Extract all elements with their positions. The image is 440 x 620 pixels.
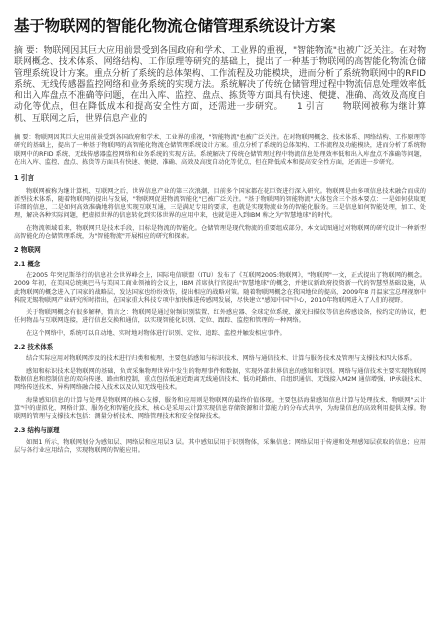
section-heading-iot: 2 物联网 [14, 246, 41, 255]
paragraph: 在这个网络中，系统可以自动地、实时地对物体进行识别、定位、追踪、监控并触发相应事件。 [26, 329, 286, 337]
body-text [14, 174, 426, 455]
paragraph: 在物流领域看来，物联网只是技术手段，目标是物流的智能化。仓储管理是现代物流的重要组成部分，本文试图通过对物联网的研究设计一种新型高智能化的仓储管理系统，为"智能物流"开展相应的研究和探索。 [14, 224, 426, 241]
paragraph: 如图1 所示，物联网划分为感知层、网络层和应用层3 层。其中感知层用于识别物体，采集信息；网络层用于传递和处理感知层获取的信息；应用层与各行业应用结合，实现物联网的智能应用。 [14, 438, 426, 454]
paragraph: 海量感知信息的计算与处理是物联网的核心支撑，服务和应用则是物联网的最终价值体现。主要包括海量感知信息计算与处理技术、物联网"云计算"中的虚拟化、网格计算、服务化和智能化技术，核心是采用云计算实现信息存储资源和计算能力的分布式共享，为海量信息的高效利用提供支撑。物联网的管理与支撑技术包括：测量分析技术、网络管理技术和安全保障技术。 [14, 396, 426, 421]
subsection-heading-structure: 2.3 结构与原理 [14, 426, 60, 435]
paragraph: 在2005 年突尼斯举行的信息社会世界峰会上，国际电信联盟（ITU）发布了《互联网2005:物联网》，"物联网"一文，正式提出了物联网的概念。2009 年初，在美国总统奥巴马与美国工商业领袖的会议上，IBM 首席执行官提出"智慧地球"的概念，并建议新政府投资新一代的智慧型基础设施，从此物联网的概念进入了国家的战略层，发达国家也纷纷效仿，提出相应的战略对策。随着物联网概念在我国地位的提高，2009年8 月温家宝总理视察中科院无锡物联网产业研究所时指出，在国家重大科技专项中加快推进传感网发展，尽快建立"感知中国"中心，2010年物联网进入了人们的视野。 [14, 271, 426, 304]
document-title: 基于物联网的智能化物流仓储管理系统设计方案 [14, 17, 336, 35]
paragraph: 结合实际应用对物联网涉及的技术进行归类和梳理，主要包括感知与标识技术、网络与通信技术、计算与服务技术及管理与支撑技术四大体系。 [26, 355, 416, 363]
abstract-small: 摘 要：物联网因其巨大应用前景受到各国政府和学术、工业界的重视，"智能物流"也被广泛关注。在对物联网概念、技术体系、网络结构、工作原理等研究的基础上，提出了一种基于物联网的高智能化物流仓储管理系统设计方案。重点分析了系统的总体架构、工作流程及功能模块，进而分析了系统物联网中的RFID 系统、无线传感器监控网络和业务系统的实现方法。系统解决了传统仓储管理过程中物流信息处理效率低和出入库盘点不准确等问题，在出入库、监控、盘点、拣货等方面具有快速、便捷、准确、高效及高度自动化等优点，但在降低成本和提高安全性方面，还需进一步研究。 [14, 134, 426, 166]
subsection-heading-concept: 2.1 概念 [14, 259, 41, 268]
paragraph: 感知和标识技术是物联网的基础，负责采集物理世界中发生的物理事件和数据，实现外部世界信息的感知和识别。网络与通信技术主要实现物联网数据信息和控制信息的双向传递、路由和控制，重点包括低速近距离无线通信技术、低功耗路由、自组织通信、无线接入M2M 通信增强、IP承载技术、网络传送技术、异构网络融合接入技术以及认知无线电技术。 [14, 367, 426, 392]
section-heading-intro: 1 引言 [14, 174, 35, 183]
abstract-large: 摘 要：物联网因其巨大应用前景受到各国政府和学术、工业界的重视，"智能物流"也被广泛关注。在对物联网概念、技术体系、网络结构、工作原理等研究的基础上，提出了一种基于物联网的高智能化物流仓储管理系统设计方案。重点分析了系统的总体架构、工作流程及功能模块，进而分析了系统物联网中的RFID 系统、无线传感器监控网络和业务系统的实现方法。系统解决了传统仓储管理过程中物流信息处理效率低和出入库盘点不准确等问题，在出入库、监控、盘点、拣货等方面具有快速、便捷、准确、高效及高度自动化等优点，但在降低成本和提高安全性方面，还需进一步研究。 1 引言 物联网被称为继计算机、互联网之后，世界信息产业的 [14, 46, 426, 124]
paragraph: 物联网被称为继计算机、互联网之后，世界信息产业的第三次浪潮，目前多个国家都在花巨资进行深入研究。物联网是由多项信息技术融合而成的新型技术体系，随着物联网的提出与发展，"物联网促进物流智能化"已被广泛关注。"基于物联网的智能物流"大体包含三个基本要点：一是如何获取更详细的信息，二是如何高效准确地将信息实现互联互通，三是满足专用的要求，也就是实现物流业务的智能化服务。三是信息如何智能处理，加工、处理，解决各种实际问题，把虚拟世界的信息转化到实体世界的应用中来，也就是进入到IBM 称之为"智慧地球"的时代。 [14, 187, 426, 220]
paragraph: 关于物联网概念有很多解释，简言之：物联网是通过射频识别装置、红外感应器、全球定位系统、激光扫描仪等信息传感设备，按约定的协议，把任何物品与互联网连接，进行信息交换和通信，以实现智能化识别、定位、跟踪、监控和管理的一种网络。 [14, 309, 426, 325]
subsection-heading-tech: 2.2 技术体系 [14, 343, 54, 352]
